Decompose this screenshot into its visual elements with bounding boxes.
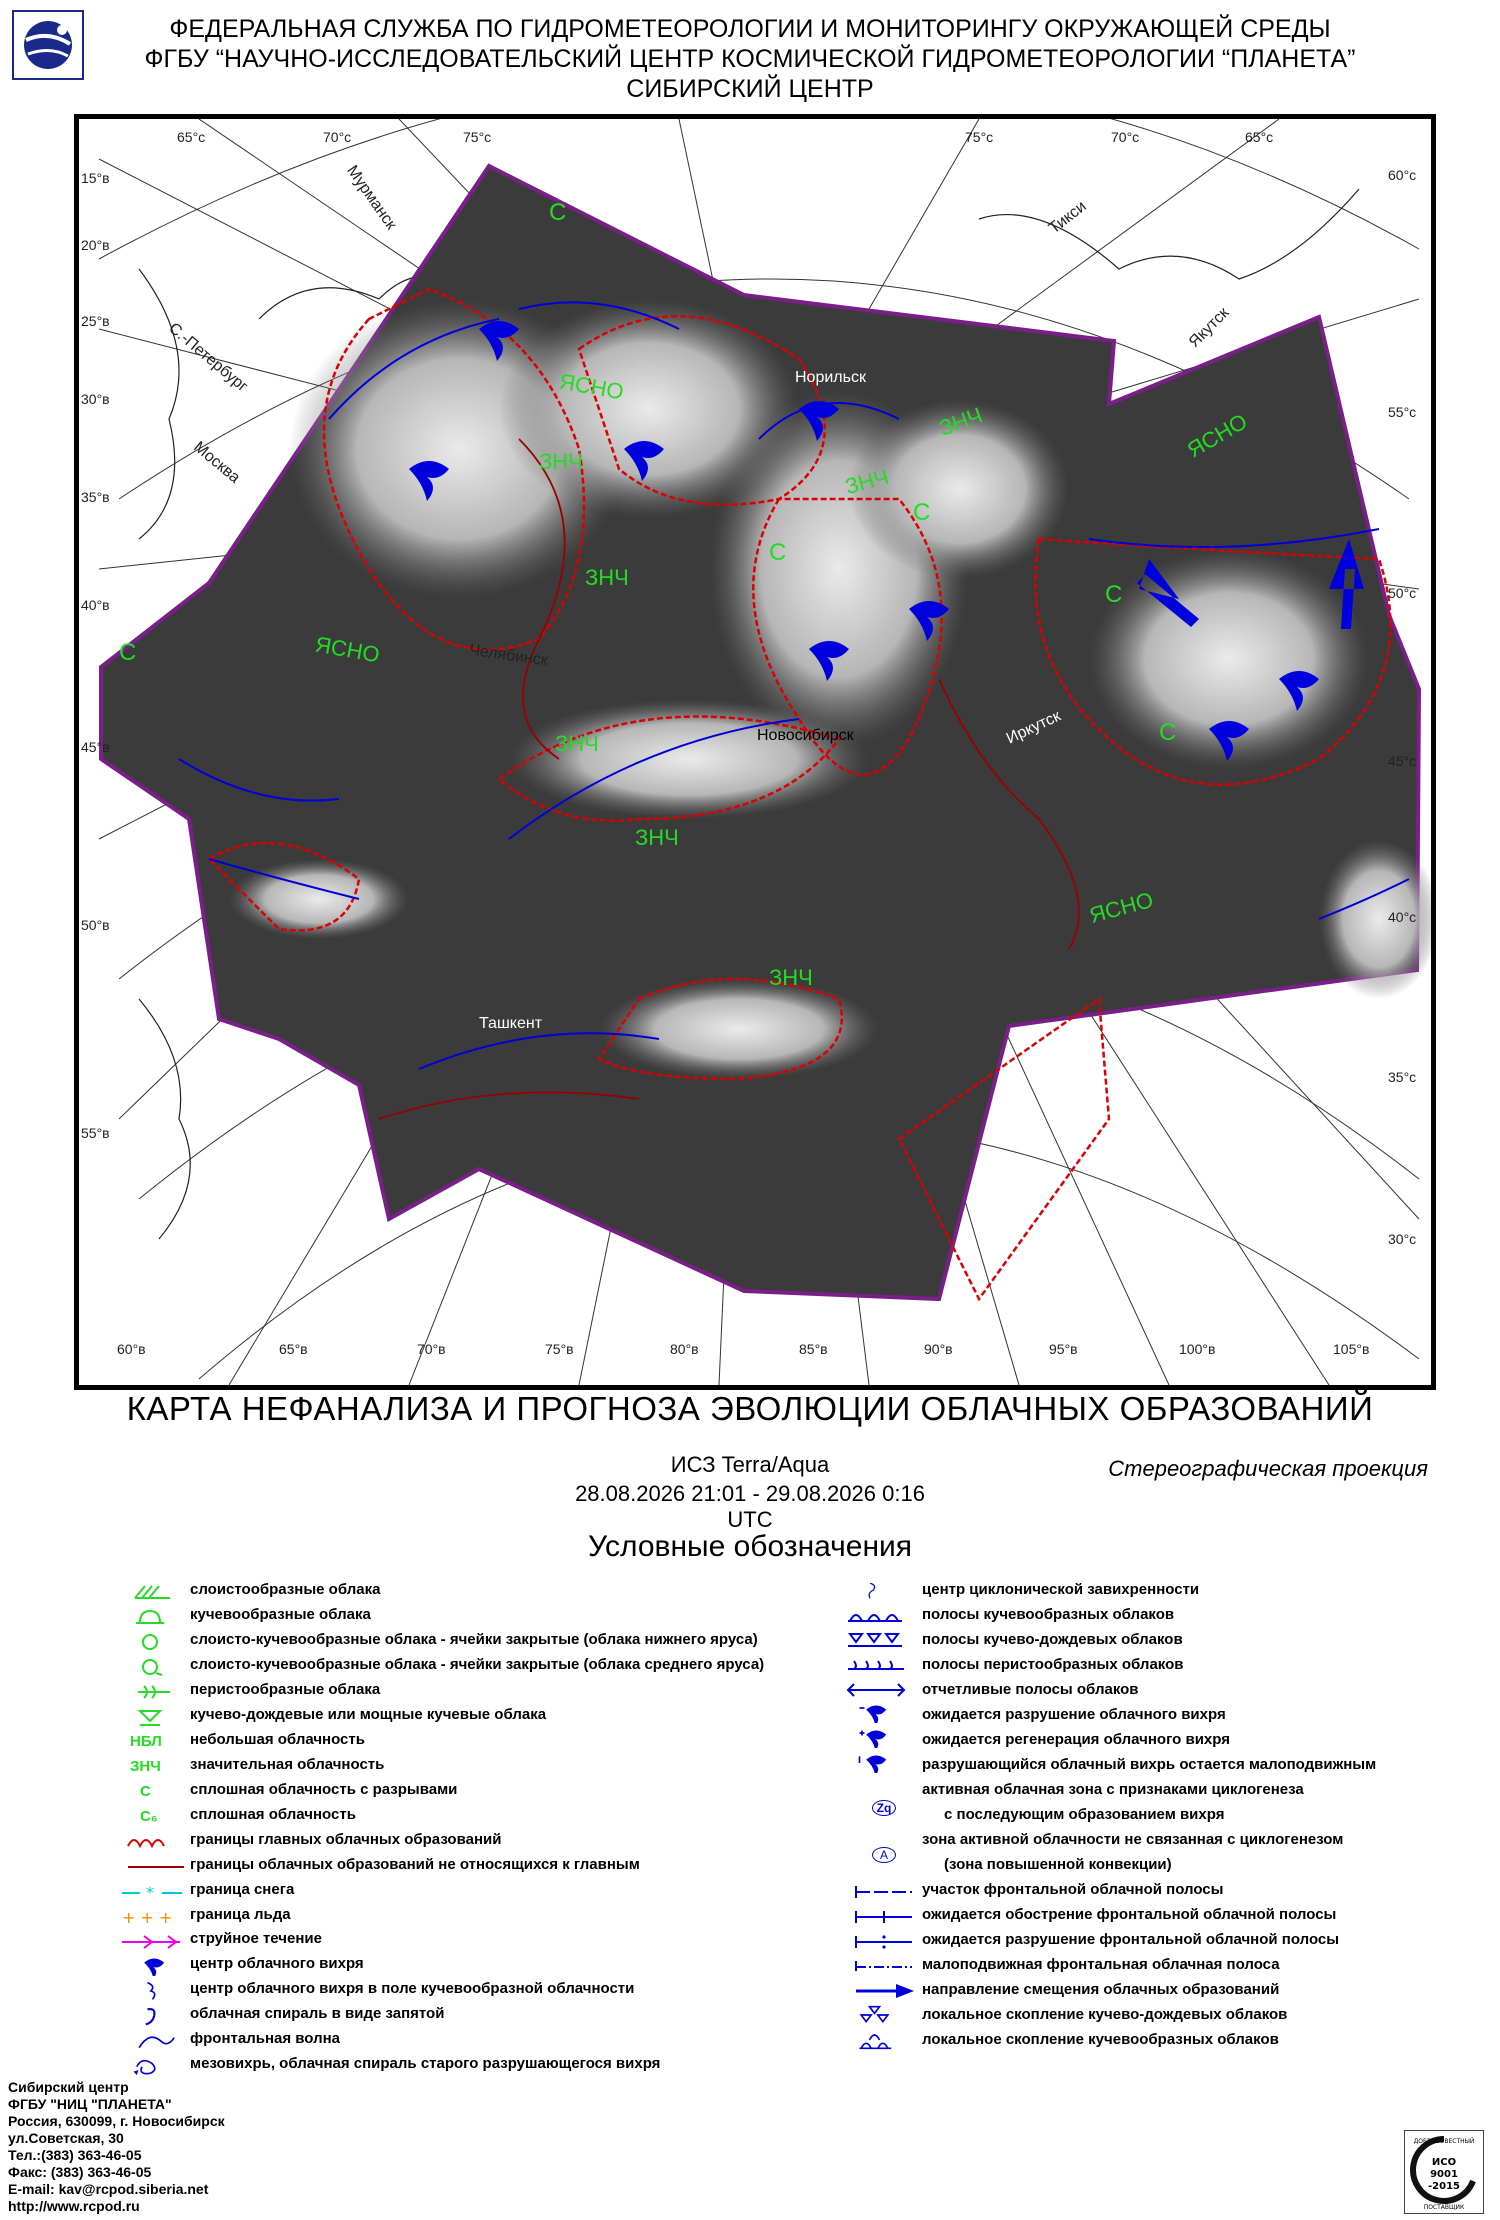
secondary-boundary-symbol [124,1857,194,1877]
significant-cloud-symbol: ЗНЧ [130,1758,161,1775]
left-coord-label: 35°в [81,489,110,505]
right-coord-label: 55°с [1388,404,1417,420]
legend-right-item: локальное скопление кучевообразных облаков [922,2031,1279,2048]
top-coord-label: 70°с [323,129,352,145]
legend-right-item: ожидается обострение фронтальной облачной полосы [922,1906,1337,1923]
cloud-label: ЗНЧ [585,565,629,590]
vortex-cumuliform-symbol [130,1981,200,2001]
left-coord-label: 20°в [81,237,110,253]
bottom-coord-label: 85°в [799,1341,828,1357]
iso-line-2: ИСО [1431,2157,1457,2168]
legend-left-item: слоисто-кучевообразные облака - ячейки закрытые (облака нижнего яруса) [190,1631,758,1648]
legend-left-item: граница льда [190,1906,291,1923]
bottom-coord-label: 100°в [1179,1341,1216,1357]
small-cloud-symbol: НБЛ [130,1733,162,1750]
iso-line-4: -2015 [1428,2181,1460,2192]
snow-boundary-symbol [120,1883,190,1903]
legend-right-item: полосы кучево-дождевых облаков [922,1631,1183,1648]
contact-line: ул.Советская, 30 [8,2130,124,2146]
cloud-label: С [549,199,567,226]
contact-line: ФГБУ "НИЦ "ПЛАНЕТА" [8,2096,172,2112]
legend-left-item: мезовихрь, облачная спираль старого разрушающегося вихря [190,2055,661,2072]
vortex-regeneration-symbol [852,1728,922,1748]
ice-boundary-symbol [120,1908,190,1928]
city-label: Ташкент [479,1015,543,1032]
cumuliform-symbol [130,1607,200,1627]
vortex-center-symbol [130,1956,200,1976]
cumulonimbus-bands-symbol [846,1630,916,1650]
legend-right-item: ожидается разрушение фронтальной облачной полосы [922,1931,1340,1948]
main-boundary-symbol [124,1832,194,1852]
mesovortex-symbol [126,2055,196,2075]
stratiform-symbol [130,1582,200,1602]
legend-right-item: участок фронтальной облачной полосы [922,1881,1224,1898]
projection-label: Стереографическая проекция [1108,1456,1428,1481]
legend-left-item: границы облачных образований не относящихся к главным [190,1856,640,1873]
legend-left-item: облачная спираль в виде запятой [190,2005,445,2022]
observation-period: 28.08.2026 21:01 - 29.08.2026 0:16 UTC [575,1481,925,1532]
cloud-label: ЗНЧ [555,731,599,756]
city-label: Якутск [1185,304,1233,351]
legend-left-item: граница снега [190,1881,295,1898]
movement-direction-symbol [852,1981,922,2001]
cirriform-symbol [130,1682,200,1702]
legend-left-item: кучевообразные облака [190,1606,371,1623]
cloud-label: ЯСНО [1086,887,1156,928]
left-coord-label: 15°в [81,170,110,186]
vortex-stationary-symbol [852,1753,922,1773]
legend-left-item: фронтальная волна [190,2030,341,2047]
stratocumulus-mid-symbol [130,1657,200,1677]
legend-left-item: сплошная облачность [190,1806,356,1823]
left-coord-label: 30°в [81,391,110,407]
contact-line: Тел.:(383) 363-46-05 [8,2147,142,2163]
cloud-label: С [769,539,787,566]
cyclonic-vorticity-symbol [846,1580,916,1600]
cloud-label: ЯСНО [557,368,626,405]
legend-right-item: отчетливые полосы облаков [922,1681,1139,1698]
cloud-label: С [1159,719,1177,746]
legend-right-item: активная облачная зона с признаками циклогенеза [922,1781,1304,1798]
cirrus-bands-symbol [846,1655,916,1675]
cumulonimbus-symbol [130,1707,200,1727]
header-line-3: СИБИРСКИЙ ЦЕНТР [626,75,874,103]
svg-text:+ + +: + + + [122,1908,173,1927]
frontal-sharpening-symbol [852,1907,922,1927]
legend-left-item: границы главных облачных образований [190,1831,502,1848]
contact-line: E-mail: kav@rcpod.siberia.net [8,2181,209,2197]
legend-left-item: небольшая облачность [190,1731,365,1748]
cloud-label: С [913,499,931,526]
contact-line: Россия, 630099, г. Новосибирск [8,2113,225,2129]
legend-left-item: значительная облачность [190,1756,385,1773]
top-coord-label: 65°с [1245,129,1274,145]
cloud-label: ЗНЧ [935,402,986,441]
bottom-coord-label: 80°в [670,1341,699,1357]
left-coord-label: 25°в [81,313,110,329]
legend-left-item: перистообразные облака [190,1681,381,1698]
legend-left-item: слоисто-кучевообразные облака - ячейки закрытые (облака среднего яруса) [190,1656,765,1673]
header-line-2: ФГБУ “НАУЧНО-ИССЛЕДОВАТЕЛЬСКИЙ ЦЕНТР КОСМИЧЕСКОЙ ГИДРОМЕТЕОРОЛОГИИ “ПЛАНЕТА” [144,45,1356,73]
legend-right-item: направление смещения облачных образований [922,1981,1280,1998]
comma-spiral-symbol [130,2006,200,2026]
right-coord-label: 30°с [1388,1231,1417,1247]
stratocumulus-low-symbol [130,1632,200,1652]
legend-right-item: с последующим образованием вихря [944,1806,1225,1823]
top-coord-label: 65°с [177,129,206,145]
cloud-label: С [1105,581,1123,608]
cloud-label: ЗНЧ [842,463,892,500]
frontal-wave-symbol [130,2031,200,2051]
city-label: Тикси [1045,197,1090,238]
iso-line-3: 9001 [1430,2169,1458,2180]
legend-right-item: полосы перистообразных облаков [922,1656,1184,1673]
contact-line: http://www.rcpod.ru [8,2198,140,2214]
cloud-label: ЯСНО [1182,408,1252,463]
top-coord-label: 70°с [1111,129,1140,145]
legend-left-item: струйное течение [190,1930,322,1947]
bottom-coord-label: 95°в [1049,1341,1078,1357]
cloud-label: ЗНЧ [769,965,813,990]
legend-left-item: сплошная облачность с разрывами [190,1781,458,1798]
frontal-band-symbol [852,1882,922,1902]
legend-right-item: ожидается регенерация облачного вихря [922,1731,1230,1748]
continuous-symbol: С₆ [140,1808,158,1825]
left-coord-label: 45°в [81,739,110,755]
right-coord-label: 45°с [1388,753,1417,769]
legend-right-item: локальное скопление кучево-дождевых облаков [922,2006,1288,2023]
left-coord-label: 55°в [81,1125,110,1141]
cloud-label: ЯСНО [313,631,382,668]
city-label: Челябинск [468,641,549,670]
frontal-stationary-symbol [852,1957,922,1977]
right-coord-label: 60°с [1388,167,1417,183]
distinct-bands-symbol [846,1680,916,1700]
legend-right-item: полосы кучевообразных облаков [922,1606,1175,1623]
local-cumulonimbus-symbol [852,2005,922,2025]
contact-line: Факс: (383) 363-46-05 [8,2164,152,2180]
legend-right-item: разрушающийся облачный вихрь остается малоподвижным [922,1756,1377,1773]
bottom-coord-label: 60°в [117,1341,146,1357]
legend-right-item: зона активной облачности не связанная с циклогенезом [922,1831,1344,1848]
bottom-coord-label: 75°в [545,1341,574,1357]
left-coord-label: 50°в [81,917,110,933]
continuous-gaps-symbol: С [140,1783,151,1800]
legend-right-item: малоподвижная фронтальная облачная полоса [922,1956,1280,1973]
active-zone-convection-symbol: A [872,1847,896,1863]
active-zone-cyclogenesis-symbol: Zq [872,1800,896,1816]
svg-text:*: * [146,1883,154,1902]
city-label: С.-Петербург [165,319,251,396]
right-coord-label: 35°с [1388,1069,1417,1085]
satellite-name: ИСЗ Terra/Aqua [670,1452,830,1477]
frontal-destruction-symbol [852,1932,922,1952]
contact-line: Сибирский центр [8,2079,129,2095]
top-coord-label: 75°с [463,129,492,145]
map-title: КАРТА НЕФАНАЛИЗА И ПРОГНОЗА ЭВОЛЮЦИИ ОБЛАЧНЫХ ОБРАЗОВАНИЙ [126,1390,1374,1427]
iso-line-1: ДОБРОСОВЕСТНЫЙ [1413,2138,1475,2145]
legend-right-item: центр циклонической завихренности [922,1581,1200,1598]
legend-left-item: слоистообразные облака [190,1581,381,1598]
right-coord-label: 50°с [1388,585,1417,601]
left-coord-label: 40°в [81,597,110,613]
legend-left-item: центр облачного вихря [190,1955,364,1972]
city-label: Новосибирск [757,727,854,744]
cumulus-bands-symbol [846,1605,916,1625]
legend-title: Условные обозначения [587,1530,913,1563]
legend-left-item: кучево-дождевые или мощные кучевые облака [190,1706,547,1723]
local-cumulus-symbol [852,2030,922,2050]
legend-left-item: центр облачного вихря в поле кучевообразной облачности [190,1980,635,1997]
legend-right-item: (зона повышенной конвекции) [944,1856,1172,1873]
bottom-coord-label: 105°в [1333,1341,1370,1357]
city-label: Иркутск [1003,707,1064,748]
cloud-label: ЗНЧ [539,449,583,474]
bottom-coord-label: 65°в [279,1341,308,1357]
top-coord-label: 75°с [965,129,994,145]
jet-stream-symbol [120,1932,190,1952]
bottom-coord-label: 70°в [417,1341,446,1357]
right-coord-label: 40°с [1388,909,1417,925]
legend-right-item: ожидается разрушение облачного вихря [922,1706,1226,1723]
cloud-label: ЗНЧ [635,825,679,850]
header-line-1: ФЕДЕРАЛЬНАЯ СЛУЖБА ПО ГИДРОМЕТЕОРОЛОГИИ И МОНИТОРИНГУ ОКРУЖАЮЩЕЙ СРЕДЫ [169,15,1331,43]
nephanalysis-map [74,114,1436,1390]
iso-certification-seal [1404,2130,1484,2214]
city-label: Москва [190,438,244,487]
city-label: Мурманск [343,162,400,233]
city-label: Норильск [795,369,866,386]
bottom-coord-label: 90°в [924,1341,953,1357]
cloud-label: С [119,639,137,666]
vortex-destruction-symbol [852,1703,922,1723]
iso-line-5: ПОСТАВЩИК [1423,2204,1465,2211]
planeta-logo [12,10,84,80]
